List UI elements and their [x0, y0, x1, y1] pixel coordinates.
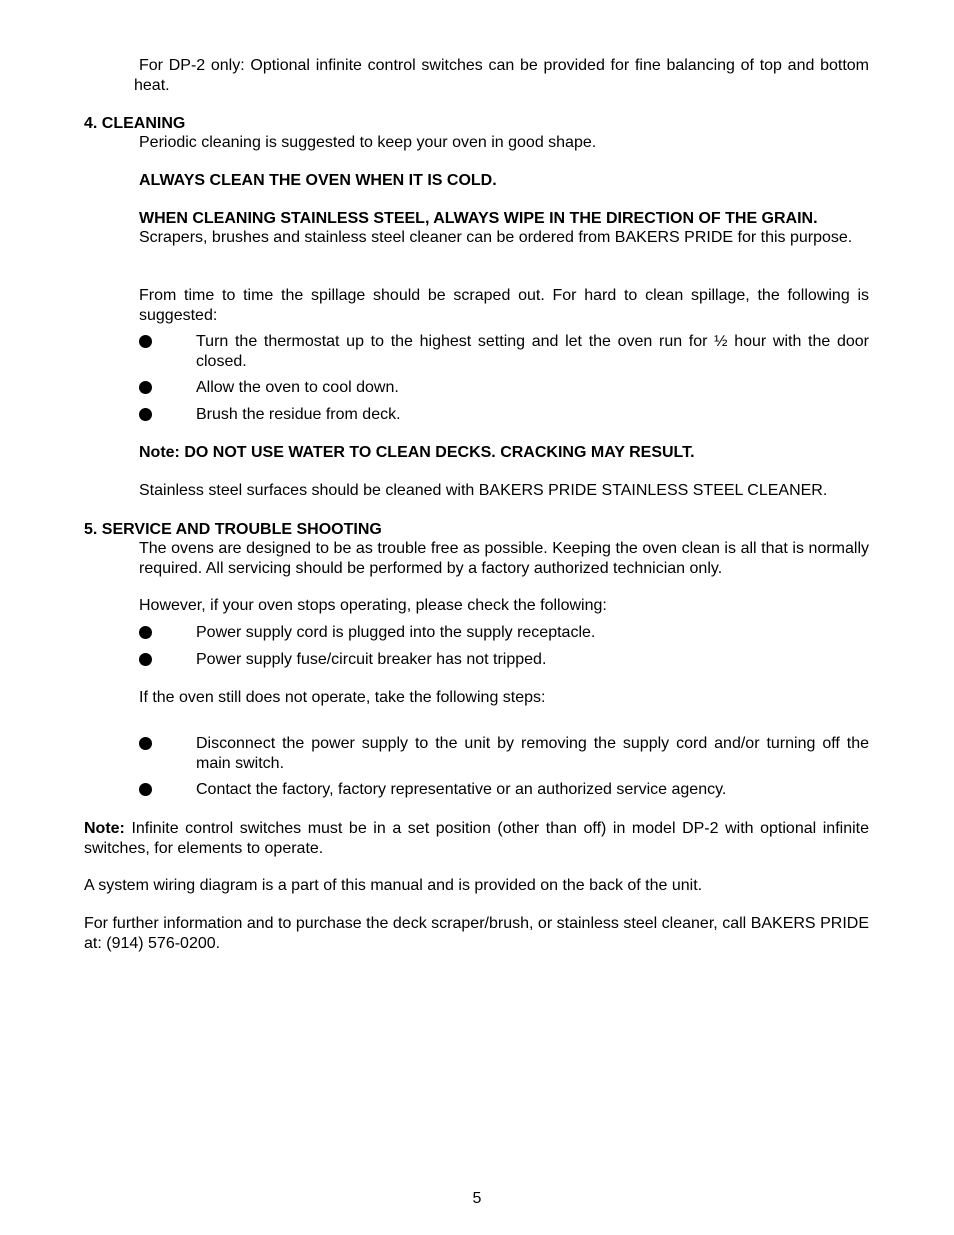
list-item-text: Power supply cord is plugged into the supply receptacle. [196, 624, 596, 641]
steps-intro: If the oven still does not operate, take the following steps: [139, 689, 546, 706]
scrapers-paragraph: Scrapers, brushes and stainless steel cleaner can be ordered from BAKERS PRIDE for this purpose. [139, 229, 853, 246]
list-item-text: Disconnect the power supply to the unit by removing the supply cord and/or turning off the main switch. [196, 735, 869, 772]
service-paragraph: The ovens are designed to be as trouble free as possible. Keeping the oven clean is all that is normally required. All servicing should be performed by a factory authorized technician only. [139, 540, 869, 577]
bullet-dot-icon [139, 335, 152, 348]
bullet-dot-icon [139, 737, 152, 750]
spillage-paragraph: From time to time the spillage should be scraped out. For hard to clean spillage, the following is suggested: [139, 287, 869, 324]
water-note: Note: DO NOT USE WATER TO CLEAN DECKS. CRACKING MAY RESULT. [139, 444, 695, 461]
contact-paragraph: For further information and to purchase the deck scraper/brush, or stainless steel cleaner, call BAKERS PRIDE at: (914) 576-0200. [84, 915, 869, 952]
list-item-text: Allow the oven to cool down. [196, 379, 399, 396]
intro-paragraph: For DP-2 only: Optional infinite control switches can be provided for fine balancing of top and bottom heat. [134, 57, 869, 94]
page-number: 5 [472, 1190, 482, 1207]
list-item-text: Power supply fuse/circuit breaker has not tripped. [196, 651, 547, 668]
cold-warning: ALWAYS CLEAN THE OVEN WHEN IT IS COLD. [139, 172, 497, 189]
service-heading: 5. SERVICE AND TROUBLE SHOOTING [84, 521, 382, 538]
stainless-paragraph: Stainless steel surfaces should be cleaned with BAKERS PRIDE STAINLESS STEEL CLEANER. [139, 482, 828, 499]
wiring-paragraph: A system wiring diagram is a part of this manual and is provided on the back of the unit. [84, 877, 703, 894]
grain-warning: WHEN CLEANING STAINLESS STEEL, ALWAYS WIPE IN THE DIRECTION OF THE GRAIN. [139, 210, 818, 227]
list-item-text: Brush the residue from deck. [196, 406, 401, 423]
note-text: Infinite control switches must be in a set position (other than off) in model DP-2 with optional infinite switches, for elements to operate. [84, 820, 869, 857]
infinite-switch-note [84, 819, 869, 858]
bullet-dot-icon [139, 381, 152, 394]
cleaning-intro: Periodic cleaning is suggested to keep your oven in good shape. [139, 134, 597, 151]
bullet-dot-icon [139, 408, 152, 421]
check-intro: However, if your oven stops operating, please check the following: [139, 597, 607, 614]
bullet-dot-icon [139, 783, 152, 796]
list-item-text: Turn the thermostat up to the highest setting and let the oven run for ½ hour with the door closed. [196, 333, 869, 370]
note-label: Note: [84, 820, 125, 837]
bullet-dot-icon [139, 626, 152, 639]
bullet-dot-icon [139, 653, 152, 666]
cleaning-heading: 4. CLEANING [84, 115, 186, 132]
list-item-text: Contact the factory, factory representative or an authorized service agency. [196, 781, 727, 798]
